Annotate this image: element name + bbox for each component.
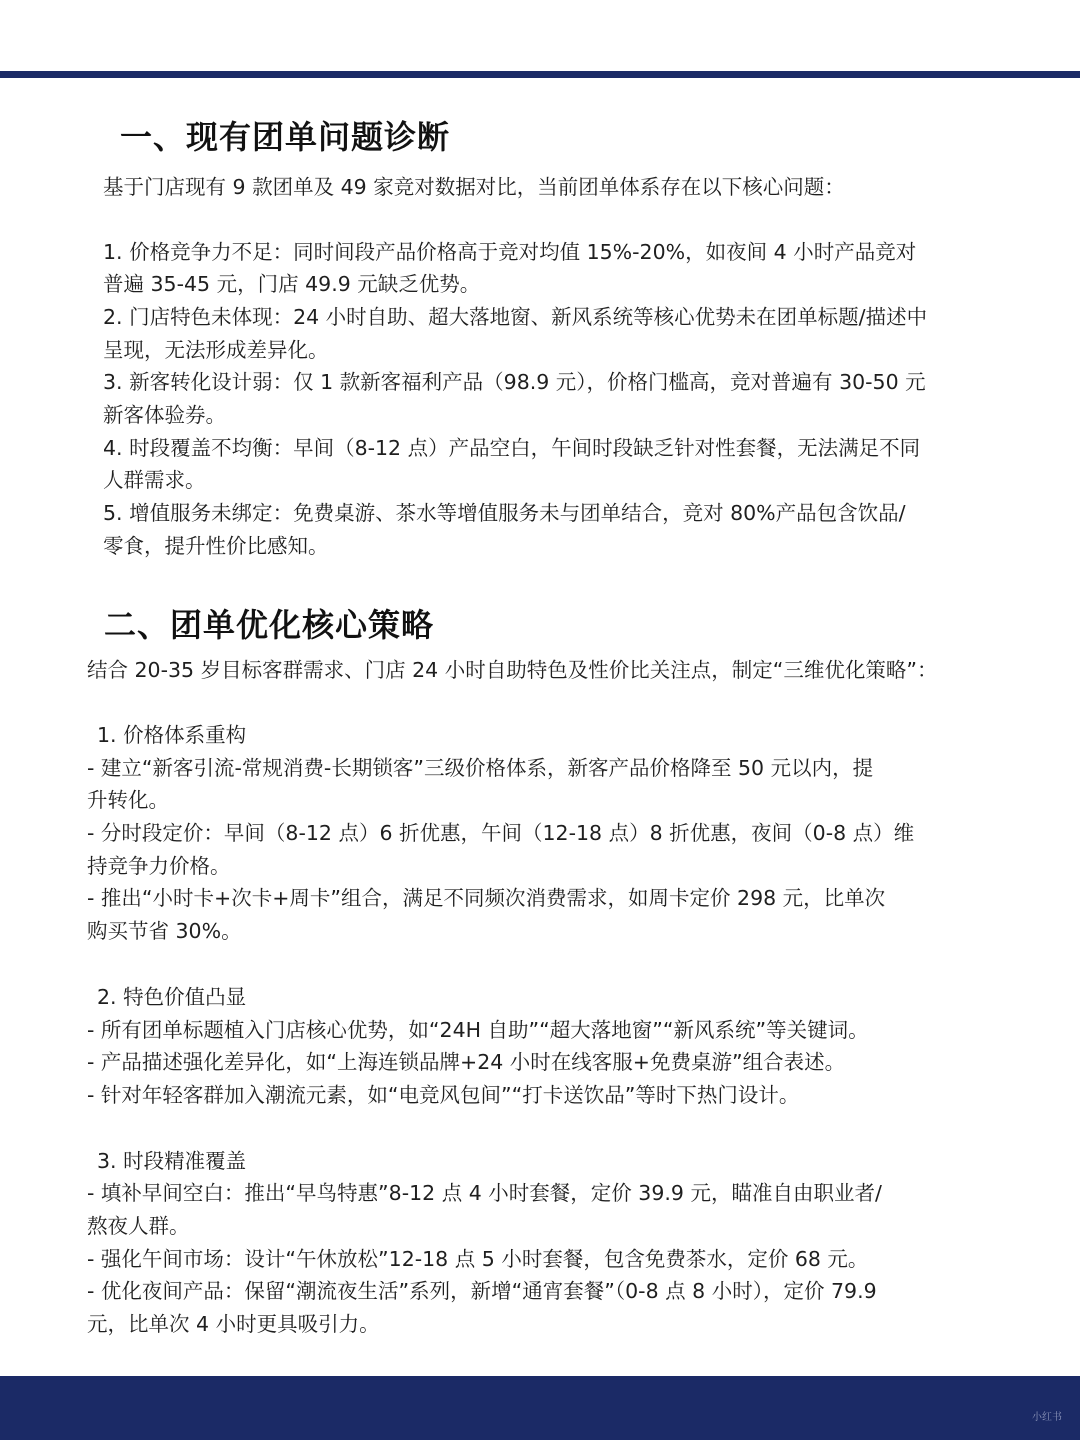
problem-line: 新客体验券。: [103, 403, 226, 427]
section1-intro: 基于门店现有 9 款团单及 49 家竞对数据对比，当前团单体系存在以下核心问题：: [103, 175, 845, 199]
strategy-line: 元，比单次 4 小时更具吸引力。: [87, 1312, 380, 1336]
problem-line: 3. 新客转化设计弱：仅 1 款新客福利产品（98.9 元），价格门槛高，竞对普遍有 30-50 元: [103, 370, 926, 394]
strategy-line: 购买节省 30%。: [87, 919, 242, 943]
problem-line: 2. 门店特色未体现：24 小时自助、超大落地窗、新风系统等核心优势未在团单标题/描述中: [103, 305, 928, 329]
strategy-line: 持竞争力价格。: [87, 854, 231, 878]
section2-title: 二、团单优化核心策略: [104, 606, 435, 644]
strategy-heading: 3. 时段精准覆盖: [97, 1149, 247, 1173]
problem-line: 4. 时段覆盖不均衡：早间（8-12 点）产品空白，午间时段缺乏针对性套餐，无法满足不同: [103, 436, 921, 460]
problem-line: 5. 增值服务未绑定：免费桌游、茶水等增值服务未与团单结合，竞对 80%产品包含饮品/: [103, 501, 906, 525]
strategy-line: - 所有团单标题植入门店核心优势，如“24H 自助”“超大落地窗”“新风系统”等关键词。: [87, 1018, 869, 1042]
strategy-line: - 建立“新客引流-常规消费-长期锁客”三级价格体系，新客产品价格降至 50 元以内，提: [87, 756, 874, 780]
strategy-line: - 针对年轻客群加入潮流元素，如“电竞风包间”“打卡送饮品”等时下热门设计。: [87, 1083, 800, 1107]
strategy-line: 熬夜人群。: [87, 1214, 190, 1238]
strategy-line: - 分时段定价：早间（8-12 点）6 折优惠，午间（12-18 点）8 折优惠，夜间（0-8 点）维: [87, 821, 915, 845]
strategy-line: - 优化夜间产品：保留“潮流夜生活”系列，新增“通宵套餐”（0-8 点 8 小时），定价 79.9: [87, 1279, 877, 1303]
strategy-line: - 推出“小时卡+次卡+周卡”组合，满足不同频次消费需求，如周卡定价 298 元，比单次: [87, 886, 886, 910]
strategy-heading: 2. 特色价值凸显: [97, 985, 247, 1009]
strategy-line: - 强化午间市场：设计“午休放松”12-18 点 5 小时套餐，包含免费茶水，定价 68 元。: [87, 1247, 869, 1271]
strategy-line: - 填补早间空白：推出“早鸟特惠”8-12 点 4 小时套餐，定价 39.9 元，瞄准自由职业者/: [87, 1181, 882, 1205]
strategy-line: 升转化。: [87, 788, 169, 812]
problem-line: 零食，提升性价比感知。: [103, 534, 329, 558]
strategy-heading: 1. 价格体系重构: [97, 723, 247, 747]
bottom-accent-bar: [0, 1376, 1080, 1440]
problem-line: 呈现，无法形成差异化。: [103, 338, 329, 362]
section1-title: 一、现有团单问题诊断: [120, 118, 451, 156]
strategy-line: - 产品描述强化差异化，如“上海连锁品牌+24 小时在线客服+免费桌游”组合表述。: [87, 1050, 846, 1074]
problem-line: 普遍 35-45 元，门店 49.9 元缺乏优势。: [103, 272, 481, 296]
section2-intro: 结合 20-35 岁目标客群需求、门店 24 小时自助特色及性价比关注点，制定“三维优化策略”：: [87, 658, 938, 682]
problem-line: 1. 价格竞争力不足：同时间段产品价格高于竞对均值 15%-20%，如夜间 4 小时产品竞对: [103, 240, 917, 264]
watermark-text: 小红书: [1032, 1412, 1062, 1423]
problem-line: 人群需求。: [103, 468, 206, 492]
